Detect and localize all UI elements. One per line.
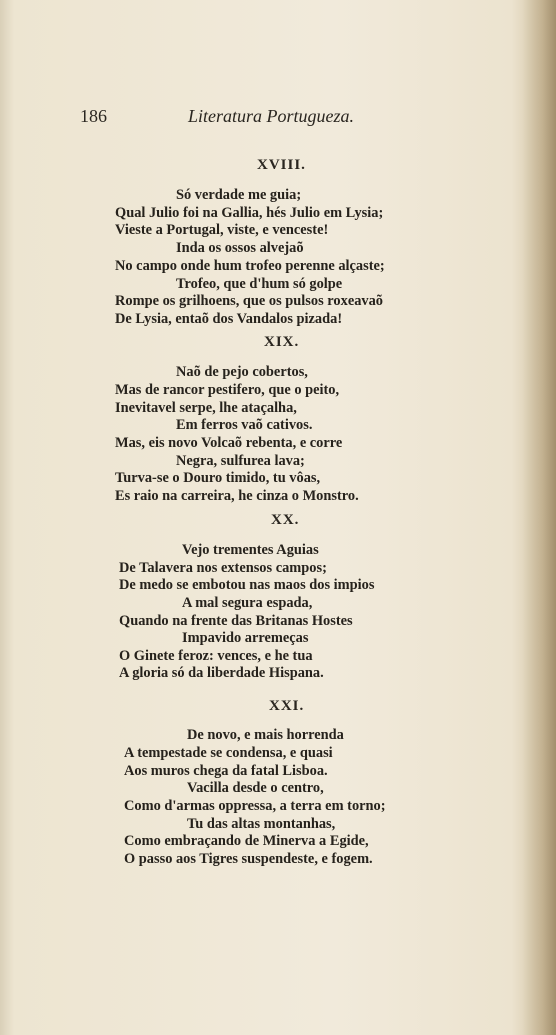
stanza-number: XIX.: [264, 334, 300, 350]
poem-line: Como embraçando de Minerva a Egide,: [124, 833, 369, 849]
poem-line: Tu das altas montanhas,: [187, 816, 336, 832]
poem-line: Inevitavel serpe, lhe ataçalha,: [115, 400, 297, 416]
poem-line: Trofeo, que d'hum só golpe: [176, 276, 343, 292]
stanza-number: XVIII.: [257, 157, 306, 173]
poem-line: Rompe os grilhoens, que os pulsos roxeavaõ: [115, 293, 383, 309]
running-title: Literatura Portugueza.: [188, 106, 355, 126]
poem-line: Qual Julio foi na Gallia, hés Julio em Lysia;: [115, 205, 384, 221]
page-number: 186: [80, 106, 107, 126]
page-header: [80, 106, 380, 130]
poem-line: De medo se embotou nas maos dos impios: [119, 577, 375, 593]
poem-line: Em ferros vaõ cativos.: [176, 417, 313, 433]
poem-line: Es raio na carreira, he cinza o Monstro.: [115, 488, 359, 504]
poem-line: O passo aos Tigres suspendeste, e fogem.: [124, 851, 373, 867]
poem-line: A gloria só da liberdade Hispana.: [119, 665, 324, 681]
poem-line: Negra, sulfurea lava;: [176, 453, 305, 469]
poem-line: Vacilla desde o centro,: [187, 780, 324, 796]
poem-line: Vejo trementes Aguias: [182, 542, 319, 558]
poem-line: Só verdade me guia;: [176, 187, 302, 203]
poem-line: Turva-se o Douro timido, tu vôas,: [115, 470, 321, 486]
poem-line: Mas, eis novo Volcaõ rebenta, e corre: [115, 435, 343, 451]
poem-line: Vieste a Portugal, viste, e venceste!: [115, 222, 329, 238]
stanza-number: XXI.: [269, 698, 305, 714]
poem-line: De Talavera nos extensos campos;: [119, 560, 327, 576]
poem-line: Mas de rancor pestifero, que o peito,: [115, 382, 340, 398]
poem-line: No campo onde hum trofeo perenne alçaste;: [115, 258, 385, 274]
poem-line: A tempestade se condensa, e quasi: [124, 745, 333, 761]
stanza-number: XX.: [271, 512, 300, 528]
poem-line: O Ginete feroz: vences, e he tua: [119, 648, 313, 664]
poem-line: Como d'armas oppressa, a terra em torno;: [124, 798, 386, 814]
poem-line: Naõ de pejo cobertos,: [176, 364, 308, 380]
poem-line: A mal segura espada,: [182, 595, 313, 611]
poem-line: Inda os ossos alvejaõ: [176, 240, 304, 256]
poem-line: De novo, e mais horrenda: [187, 727, 344, 743]
poem-line: De Lysia, entaõ dos Vandalos pizada!: [115, 311, 343, 327]
poem-line: Quando na frente das Britanas Hostes: [119, 613, 353, 629]
poem-line: Aos muros chega da fatal Lisboa.: [124, 763, 328, 779]
poem-line: Impavido arremeças: [182, 630, 309, 646]
book-spine-shadow: [522, 0, 556, 1035]
